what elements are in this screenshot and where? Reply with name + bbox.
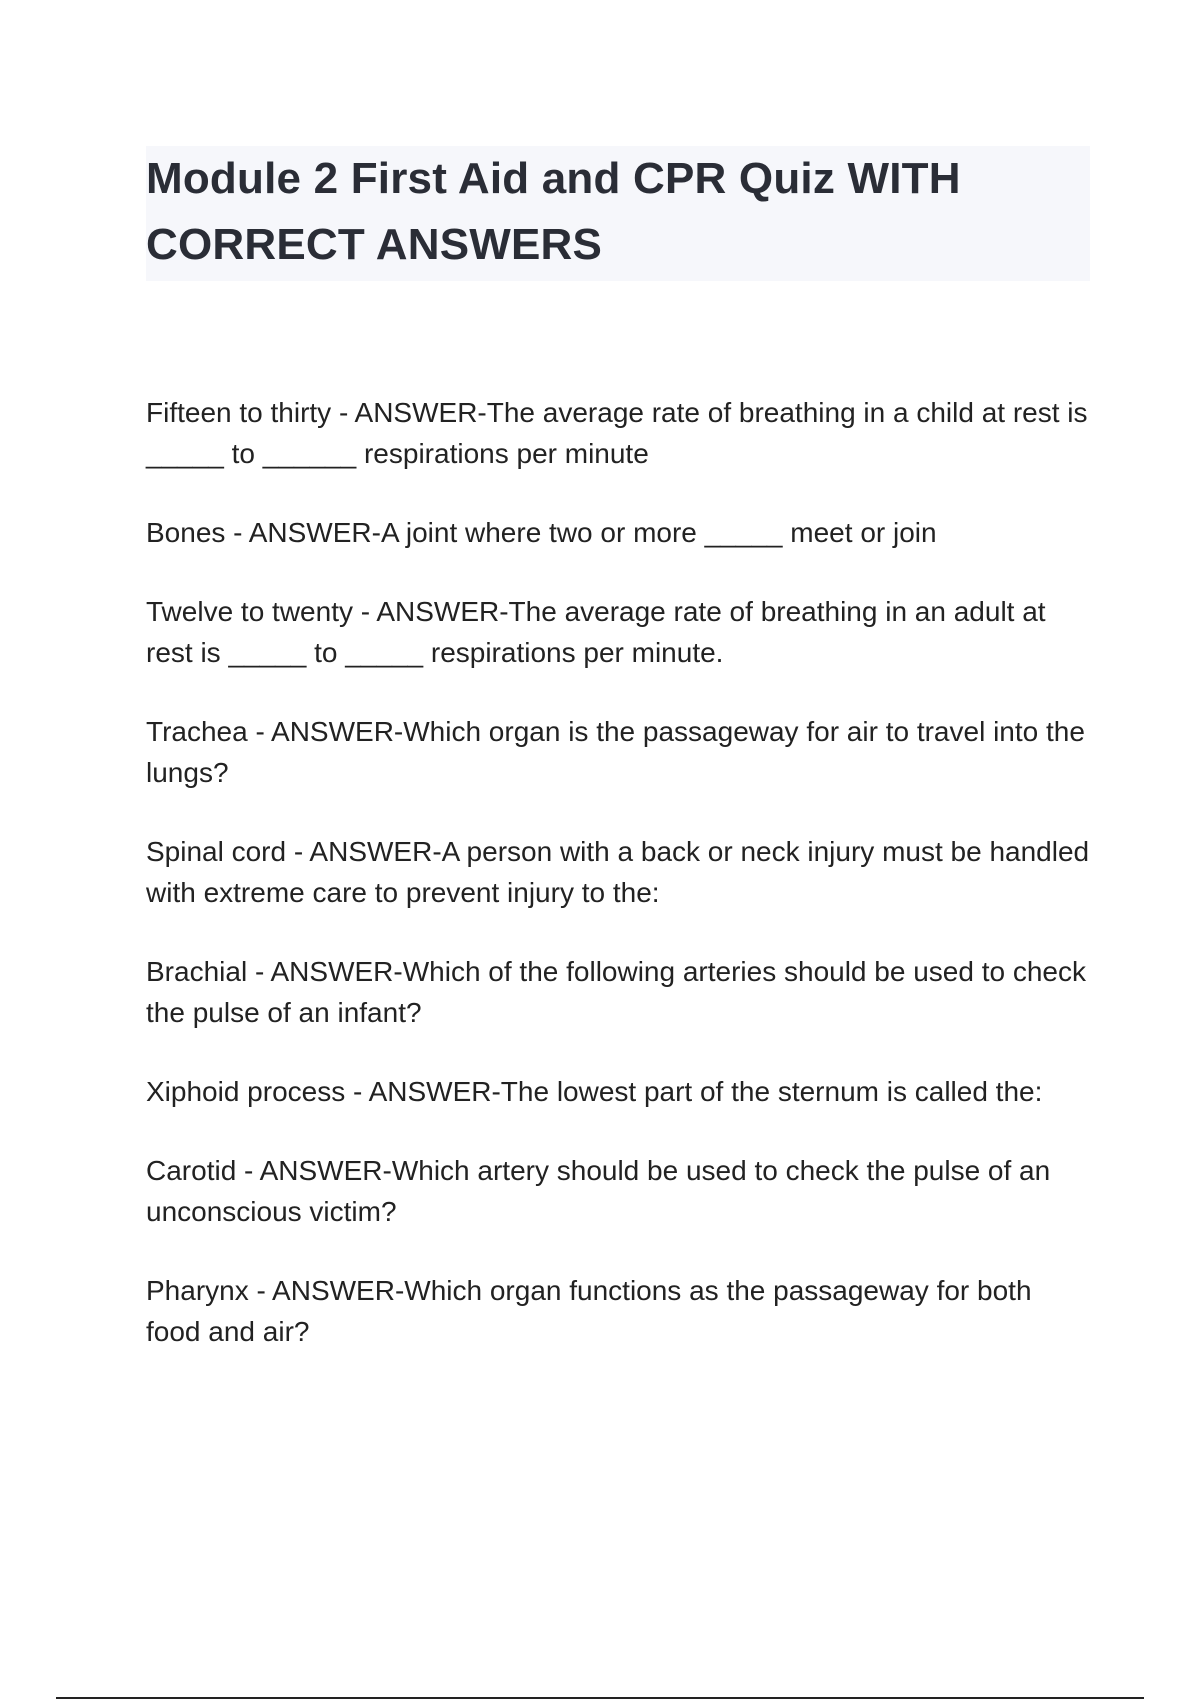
qa-item: Bones - ANSWER-A joint where two or more _____ meet or join (146, 517, 937, 548)
title-block (146, 146, 1090, 281)
qa-list (146, 392, 1090, 1352)
qa-item: Trachea - ANSWER-Which organ is the passageway for air to travel into the lungs? (146, 716, 1085, 788)
document-title: Module 2 First Aid and CPR Quiz WITH CORRECT ANSWERS (146, 154, 961, 269)
qa-item: Spinal cord - ANSWER-A person with a back or neck injury must be handled with extreme care to prevent injury to the: (146, 836, 1090, 908)
qa-item: Carotid - ANSWER-Which artery should be used to check the pulse of an unconscious victim? (146, 1155, 1051, 1227)
qa-item: Pharynx - ANSWER-Which organ functions as the passageway for both food and air? (146, 1275, 1032, 1347)
qa-item: Brachial - ANSWER-Which of the following arteries should be used to check the pulse of an infant? (146, 956, 1086, 1028)
qa-item: Fifteen to thirty - ANSWER-The average rate of breathing in a child at rest is _____ to ______ respirations per minute (146, 397, 1088, 469)
footer-divider (56, 1697, 1144, 1699)
qa-item: Twelve to twenty - ANSWER-The average rate of breathing in an adult at rest is _____ to _____ respirations per minute. (146, 596, 1046, 668)
qa-item: Xiphoid process - ANSWER-The lowest part of the sternum is called the: (146, 1076, 1043, 1107)
